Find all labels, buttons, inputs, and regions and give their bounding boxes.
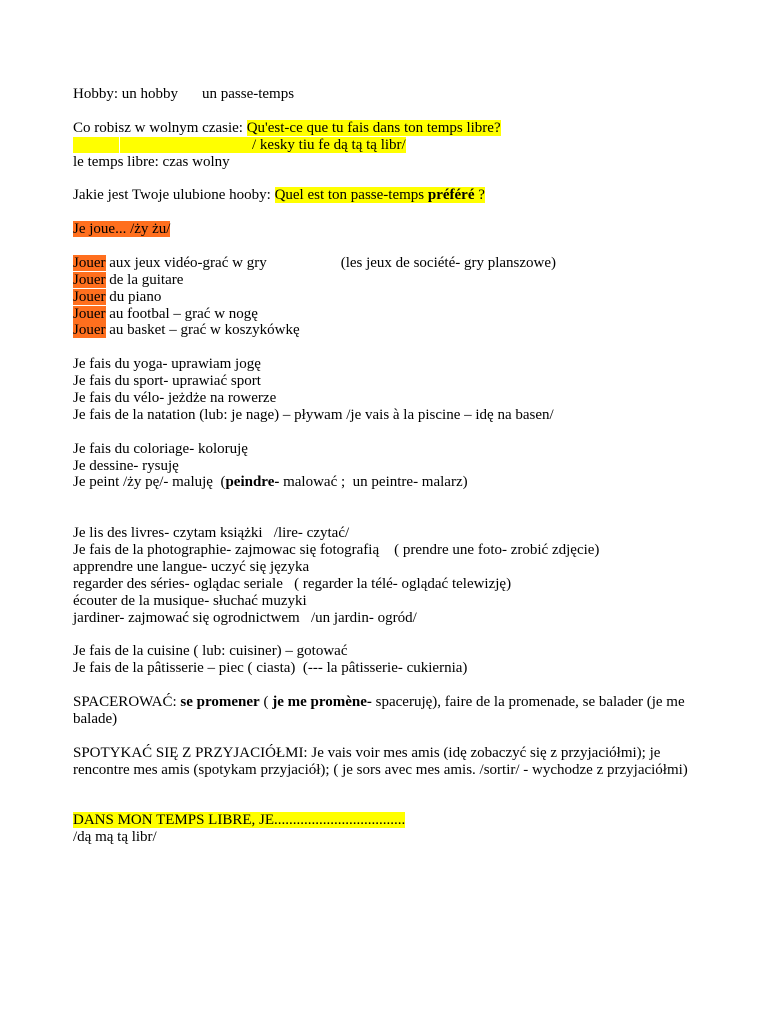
jouer-line [73, 272, 713, 289]
walk-bold: je me promène- [272, 694, 372, 711]
walk-text: SPACEROWAĆ: [73, 694, 181, 711]
art-line: Je fais du coloriage- koloruję [73, 440, 248, 457]
art-text: malować ; un peintre- malarz) [279, 474, 468, 491]
text-pronunciation: / kesky tiu fe dą tą tą libr/ [252, 136, 406, 153]
line-je-joue [73, 221, 713, 238]
line-hobby [73, 86, 713, 103]
fais-line: Je fais de la natation (lub: je nage) – pływam /je vais à la piscine – idę na basen/ [73, 406, 554, 423]
fais-line: Je fais du yoga- uprawiam jogę [73, 356, 261, 373]
misc-line: Je fais de la photographie- zajmowac się fotografią ( prendre une foto- zrobić zdjęcie) [73, 542, 600, 559]
cook-line: Je fais de la cuisine ( lub: cuisiner) – gotować [73, 643, 348, 660]
jouer-verb: Jouer [73, 288, 106, 305]
misc-line: écouter de la musique- słuchać muzyki [73, 592, 307, 609]
jouer-line [73, 289, 713, 306]
jouer-verb: Jouer [73, 305, 106, 322]
line-question-1 [73, 120, 713, 137]
text-question-fr: Qu'est-ce que tu fais dans ton temps libre? [246, 119, 501, 136]
jouer-verb: Jouer [73, 271, 106, 288]
misc-line: jardiner- zajmować się ogrodnictwem /un jardin- ogród/ [73, 609, 417, 626]
fais-line: Je fais du vélo- jeżdże na rowerze [73, 390, 277, 407]
misc-line: Je lis des livres- czytam książki /lire- czytać/ [73, 525, 350, 542]
text-question2-pl: Jakie jest Twoje ulubione hooby: [73, 187, 275, 204]
line-temps-libre: le temps libre: czas wolny [73, 153, 230, 170]
misc-line: regarder des séries- oglądac seriale ( regarder la télé- oglądać telewizję) [73, 575, 512, 592]
art-line: Je dessine- rysuję [73, 457, 179, 474]
text-passe-temps: un passe-temps [202, 86, 295, 102]
jouer-line [73, 322, 713, 339]
art-bold: peindre- [225, 474, 280, 491]
jouer-rest: au basket – grać w koszykówkę [105, 322, 300, 339]
jouer-line [73, 306, 713, 323]
meet-paragraph: SPOTYKAĆ SIĘ Z PRZYJACIÓŁMI: Je vais voir mes amis (idę zobaczyć się z przyjaciółmi); je rencontre mes amis (spotykam przyjaciół); ( je sors avec mes amis. /sortir/ - wychodze z przyjaciółmi) [73, 744, 688, 778]
final-highlight: DANS MON TEMPS LIBRE, JE................................... [73, 812, 406, 829]
text-hobby: Hobby: un hobby [73, 86, 178, 102]
highlight-block [120, 137, 252, 153]
fais-line: Je fais du sport- uprawiać sport [73, 373, 261, 390]
jouer-verb: Jouer [73, 322, 106, 339]
document-page [73, 86, 713, 846]
text-question2-fr [275, 187, 485, 203]
jouer-extra: (les jeux de société- gry planszowe) [340, 254, 557, 271]
jouer-rest: de la guitare [105, 271, 184, 288]
jouer-rest: au footbal – grać w nogę [105, 305, 258, 322]
walk-text: ( [259, 694, 273, 711]
highlight-block [73, 137, 119, 153]
jouer-line [73, 255, 713, 272]
text-question-mark: ? [474, 187, 485, 204]
line-question-2 [73, 187, 713, 204]
final-line [73, 812, 713, 829]
text-prefere: préféré [427, 187, 475, 204]
jouer-rest: aux jeux vidéo-grać w gry [105, 254, 267, 271]
art-text: Je peint /ży pę/- maluję ( [73, 474, 226, 491]
walk-text: spaceruję), faire de la promenade, se balader (je me balade) [73, 694, 685, 727]
line-pronunciation-1 [73, 137, 713, 154]
text-je-joue: Je joue... /ży żu/ [73, 221, 171, 238]
art-line [73, 474, 713, 491]
misc-line: apprendre une langue- uczyć się języka [73, 558, 310, 575]
text-question2-main: Quel est ton passe-temps [274, 187, 428, 204]
jouer-verb: Jouer [73, 254, 106, 271]
final-pronunciation: /dą mą tą libr/ [73, 829, 157, 846]
walk-paragraph [73, 694, 713, 728]
text-question-pl: Co robisz w wolnym czasie: [73, 119, 247, 136]
jouer-rest: du piano [105, 288, 162, 305]
walk-bold: se promener [180, 694, 260, 711]
cook-line: Je fais de la pâtisserie – piec ( ciasta) (--- la pâtisserie- cukiernia) [73, 660, 468, 677]
